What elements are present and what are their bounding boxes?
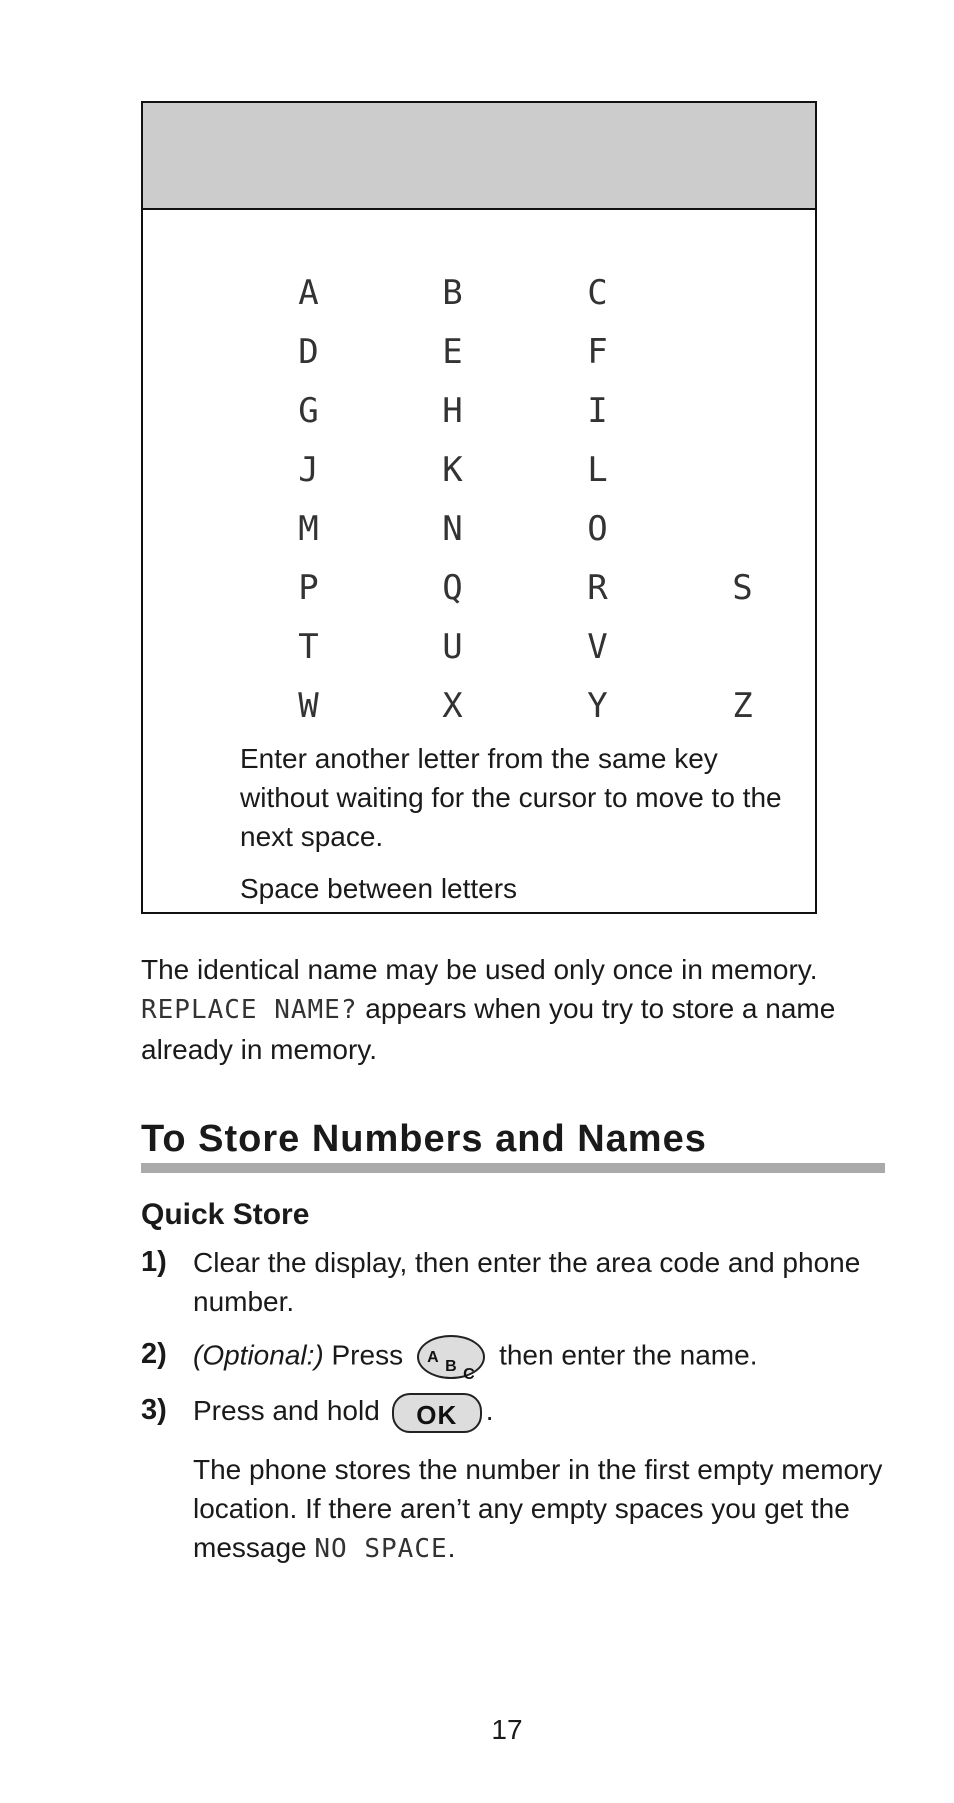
step-2-after: then enter the name. (499, 1339, 758, 1371)
letter-cell: I (587, 391, 609, 431)
step-3-text (193, 1391, 893, 1433)
letter-cell: A (298, 273, 320, 313)
step-2-press: Press (323, 1339, 404, 1371)
letter-cell: C (587, 273, 609, 313)
note-same-key: Enter another letter from the same key without waiting for the cursor to move to the next space. (240, 743, 782, 852)
letter-cell: H (442, 391, 464, 431)
section-rule (141, 1163, 885, 1173)
letter-cell: E (442, 332, 464, 372)
identical-text-after: appears when you try to store a name already in memory. (141, 993, 836, 1065)
letter-cell: B (442, 273, 464, 313)
letter-cell: X (442, 686, 464, 726)
note-space-between-letters: Space between letters (240, 873, 518, 904)
letter-cell: W (298, 686, 320, 726)
step-2-number: 2) (141, 1338, 167, 1370)
letter-cell: Y (587, 686, 609, 726)
section-heading: To Store Numbers and Names (141, 1118, 707, 1160)
page-number: 17 (491, 1714, 523, 1745)
result-end: . (447, 1532, 456, 1563)
letter-cell: N (442, 509, 464, 549)
letter-cell: Q (442, 568, 464, 608)
letter-cell: T (298, 627, 320, 667)
replace-name-message: REPLACE NAME? (141, 995, 358, 1025)
abc-key-icon: A B C (417, 1335, 485, 1379)
store-result-paragraph (193, 1450, 913, 1569)
letter-cell: U (442, 627, 464, 667)
identical-name-paragraph (141, 950, 901, 1069)
letter-cell: V (587, 627, 609, 667)
step-1-text: Clear the display, then enter the area code and phone number. (193, 1247, 861, 1317)
letter-cell: J (298, 450, 320, 490)
table-header (143, 103, 815, 210)
letter-cell: L (587, 450, 609, 490)
step-2-text (193, 1335, 893, 1383)
letter-cell: G (298, 391, 320, 431)
identical-text-before: The identical name may be used only once in memory. (141, 954, 818, 985)
quick-store-heading: Quick Store (141, 1198, 310, 1231)
step-1-number: 1) (141, 1246, 167, 1278)
letter-cell: P (298, 568, 320, 608)
step-3-after: . (485, 1395, 494, 1426)
result-text: The phone stores the number in the first empty memory location. If there aren’t any empty spaces you get the message (193, 1454, 883, 1563)
letter-cell: O (587, 509, 609, 549)
letter-cell: K (442, 450, 464, 490)
step-3-number: 3) (141, 1394, 167, 1426)
step-2-optional: (Optional:) (193, 1339, 324, 1371)
step-3-press-hold: Press and hold (193, 1395, 380, 1426)
letter-cell: S (732, 568, 754, 608)
letter-cell: D (298, 332, 320, 372)
letter-cell: M (298, 509, 320, 549)
letter-entry-table (141, 101, 817, 914)
letter-cell: R (587, 568, 609, 608)
letter-cell: Z (732, 686, 754, 726)
no-space-message: NO SPACE (314, 1534, 448, 1564)
letter-cell: F (587, 332, 609, 372)
ok-key-icon: OK (392, 1393, 482, 1433)
